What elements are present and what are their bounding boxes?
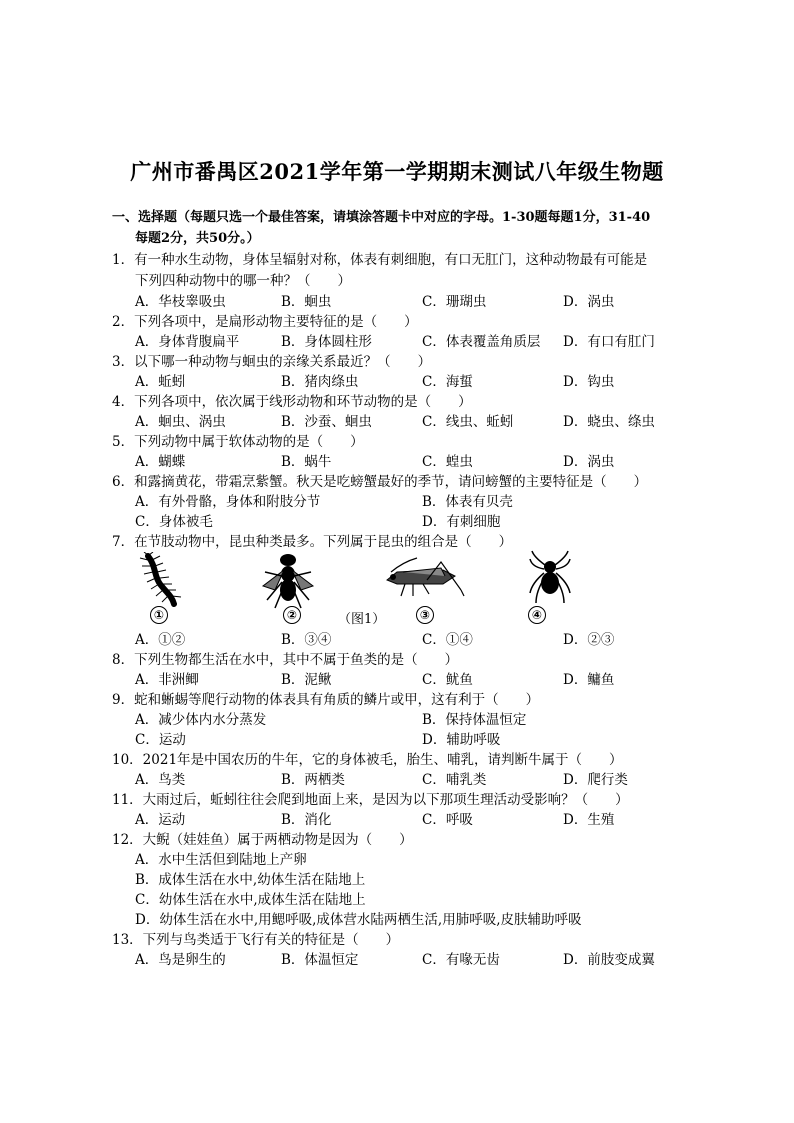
q10-option-c: C．哺乳类 (422, 772, 487, 788)
q9-option-c: C．运动 (135, 732, 186, 748)
q7-option-b: B．③④ (281, 632, 332, 648)
grasshopper-figure (383, 556, 465, 600)
q1-option-a: A．华枝睾吸虫 (135, 294, 226, 310)
q13-option-d: D．前肢变成翼 (563, 952, 655, 968)
q3-option-c: C．海蜇 (422, 374, 473, 390)
q12-option-c: C．幼体生活在水中,成体生活在陆地上 (135, 892, 366, 908)
q5-option-c: C．蝗虫 (422, 454, 473, 470)
q12-option-b: B．成体生活在水中,幼体生活在陆地上 (135, 872, 366, 888)
page-title: 广州市番禺区2021学年第一学期期末测试八年级生物题 (130, 159, 664, 184)
q3-option-a: A．蚯蚓 (135, 374, 186, 390)
centipede-figure (138, 552, 188, 608)
q6-option-a: A．有外骨骼，身体和附肢分节 (135, 494, 321, 510)
q6-option-d: D．有刺细胞 (422, 514, 501, 530)
q9-option-d: D．辅助呼吸 (422, 732, 501, 748)
section-label: 一、选择题 (112, 210, 178, 225)
q8-option-c: C．鱿鱼 (422, 672, 473, 688)
question-5: 5．下列动物中属于软体动物的是（ ） (112, 434, 364, 450)
figure-label-2: ② (283, 606, 301, 624)
question-9: 9．蛇和蜥蜴等爬行动物的体表具有角质的鳞片或甲，这有利于（ ） (112, 692, 540, 708)
question-1: 1．有一种水生动物，身体呈辐射对称，体表有刺细胞，有口无肛门，这种动物最有可能是 (112, 252, 648, 268)
q5-option-d: D．涡虫 (563, 454, 615, 470)
q2-option-d: D．有口有肛门 (563, 334, 655, 350)
q10-option-a: A．鸟类 (135, 772, 186, 788)
q13-option-b: B．体温恒定 (281, 952, 359, 968)
q2-option-b: B．身体圆柱形 (281, 334, 372, 350)
q7-option-a: A．①② (135, 632, 186, 648)
q8-option-d: D．鳙鱼 (563, 672, 615, 688)
q9-option-b: B．保持体温恒定 (422, 712, 527, 728)
section-heading (112, 207, 692, 249)
q8-option-b: B．泥鳅 (281, 672, 332, 688)
q1-option-b: B．蛔虫 (281, 294, 332, 310)
q10-option-d: D．爬行类 (563, 772, 628, 788)
q11-option-c: C．呼吸 (422, 812, 473, 828)
q2-option-c: C．体表覆盖角质层 (422, 334, 541, 350)
question-10: 10．2021年是中国农历的牛年，它的身体被毛，胎生、哺乳，请判断牛属于（ ） (112, 752, 623, 768)
question-3: 3．以下哪一种动物与蛔虫的亲缘关系最近？（ ） (112, 354, 432, 370)
q6-option-b: B．体表有贝壳 (422, 494, 513, 510)
q6-option-c: C．身体被毛 (135, 514, 213, 530)
question-1-cont: 下列四种动物中的哪一种？（ ） (135, 273, 351, 289)
spider-figure (528, 549, 572, 607)
q4-option-d: D．蛲虫、绦虫 (563, 414, 655, 430)
question-12: 12．大鲵（娃娃鱼）属于两栖动物是因为（ ） (112, 832, 413, 848)
q10-option-b: B．两栖类 (281, 772, 345, 788)
figure-caption: （图1） (338, 612, 386, 627)
q11-option-d: D．生殖 (563, 812, 615, 828)
question-8: 8．下列生物都生活在水中，其中不属于鱼类的是（ ） (112, 652, 459, 668)
section-note-line2: 每题2分，共50分。） (135, 231, 260, 246)
q13-option-a: A．鸟是卵生的 (135, 952, 226, 968)
question-4: 4．下列各项中，依次属于线形动物和环节动物的是（ ） (112, 394, 472, 410)
q11-option-a: A．运动 (135, 812, 186, 828)
q7-option-c: C．①④ (422, 632, 473, 648)
q4-option-b: B．沙蚕、蛔虫 (281, 414, 372, 430)
section-note: （每题只选一个最佳答案，请填涂答题卡中对应的字母。1-30题每题1分，31-40 (177, 210, 651, 225)
question-2: 2．下列各项中，是扁形动物主要特征的是（ ） (112, 314, 418, 330)
q4-option-a: A．蛔虫、涡虫 (135, 414, 226, 430)
fly-figure (257, 550, 319, 610)
q5-option-a: A．蝴蝶 (135, 454, 186, 470)
q5-option-b: B．蜗牛 (281, 454, 332, 470)
q12-option-a: A．水中生活但到陆地上产卵 (135, 852, 307, 868)
q7-option-d: D．②③ (563, 632, 615, 648)
q9-option-a: A．减少体内水分蒸发 (135, 712, 267, 728)
question-13: 13．下列与鸟类适于飞行有关的特征是（ ） (112, 932, 400, 948)
figure-label-3: ③ (416, 606, 434, 624)
figure-label-4: ④ (528, 606, 546, 624)
q3-option-d: D．钩虫 (563, 374, 615, 390)
q1-option-d: D．涡虫 (563, 294, 615, 310)
q8-option-a: A．非洲鲫 (135, 672, 199, 688)
q2-option-a: A．身体背腹扁平 (135, 334, 240, 350)
q3-option-b: B．猪肉绦虫 (281, 374, 359, 390)
q4-option-c: C．线虫、蚯蚓 (422, 414, 514, 430)
q13-option-c: C．有喙无齿 (422, 952, 500, 968)
q11-option-b: B．消化 (281, 812, 332, 828)
q12-option-d: D．幼体生活在水中,用鳃呼吸,成体营水陆两栖生活,用肺呼吸,皮肤辅助呼吸 (135, 912, 582, 928)
figure-label-1: ① (150, 606, 168, 624)
question-11: 11．大雨过后，蚯蚓往往会爬到地面上来，是因为以下那项生理活动受影响？（ ） (112, 792, 629, 808)
question-6: 6．和露摘黄花，带霜烹紫蟹。秋天是吃螃蟹最好的季节，请问螃蟹的主要特征是（ ） (112, 474, 648, 490)
question-7: 7．在节肢动物中，昆虫种类最多。下列属于昆虫的组合是（ ） (112, 534, 513, 550)
q1-option-c: C．珊瑚虫 (422, 294, 487, 310)
